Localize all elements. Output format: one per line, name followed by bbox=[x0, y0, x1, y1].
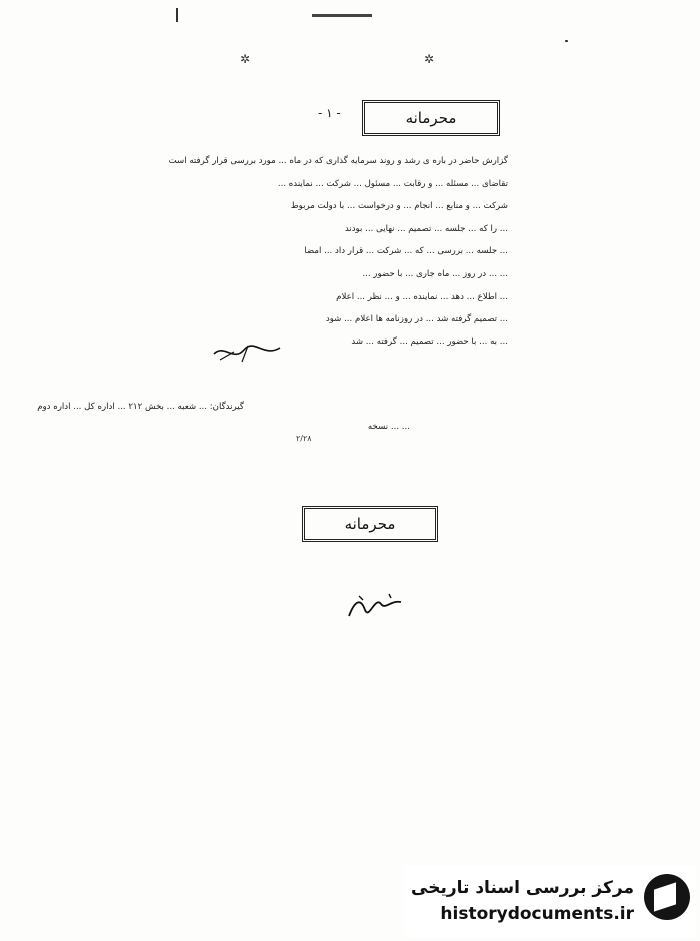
watermark-logo bbox=[404, 866, 696, 938]
logo-text-url: historydocuments.ir bbox=[440, 904, 634, 924]
top-dashed-mark bbox=[312, 14, 372, 17]
body-line: ... ... در روز ... ماه جاری ... با حضور ... bbox=[362, 268, 508, 279]
page-number: - ۱ - bbox=[318, 106, 341, 120]
body-line: گزارش حاضر در باره ی رشد و روند سرمایه گذاری که در ماه ... مورد بررسی قرار گرفته است bbox=[168, 156, 508, 166]
copies-line: ... ... نسخه bbox=[367, 422, 410, 432]
logo-text-persian: مرکز بررسی اسناد تاریخی bbox=[411, 878, 634, 898]
document-body bbox=[78, 150, 508, 353]
body-line: ... به ... با حضور ... تصمیم ... گرفته ... شد bbox=[351, 336, 508, 347]
body-line: تقاضای ... مسئله ... و رقابت ... مسئول ... شرکت ... نماینده ... bbox=[277, 178, 508, 189]
ornament-mark-left: ✲ bbox=[240, 52, 251, 66]
handwritten-signature bbox=[345, 590, 405, 622]
body-line: ... را که ... جلسه ... تصمیم ... نهایی ... بودند bbox=[344, 223, 508, 234]
speck bbox=[565, 40, 568, 42]
body-line: ... اطلاع ... دهد ... نماینده ... و ... نظر ... اعلام bbox=[336, 291, 508, 302]
body-line: شرکت ... و منابع ... انجام ... و درخواست ... با دولت مربوط bbox=[290, 201, 508, 212]
confidential-stamp-top: محرمانه bbox=[362, 100, 500, 136]
top-tick-mark bbox=[176, 8, 178, 22]
ornament-mark-right: ✲ bbox=[424, 52, 435, 66]
logo-emblem-icon bbox=[644, 874, 690, 920]
logo-page-icon bbox=[654, 882, 676, 911]
confidential-stamp-bottom: محرمانه bbox=[302, 506, 438, 542]
signature-scribble-top bbox=[212, 340, 282, 366]
small-handwritten-mark: ۲/۲۸ bbox=[296, 434, 312, 443]
recipients-line: گیرندگان: ... شعبه ... بخش ۲۱۲ ... اداره کل ... اداره دوم bbox=[37, 402, 244, 412]
body-line: ... جلسه ... بررسی ... که ... شرکت ... قرار داد ... امضا bbox=[304, 246, 508, 257]
body-line: ... تصمیم گرفته شد ... در روزنامه ها اعلام ... شود bbox=[325, 314, 508, 325]
